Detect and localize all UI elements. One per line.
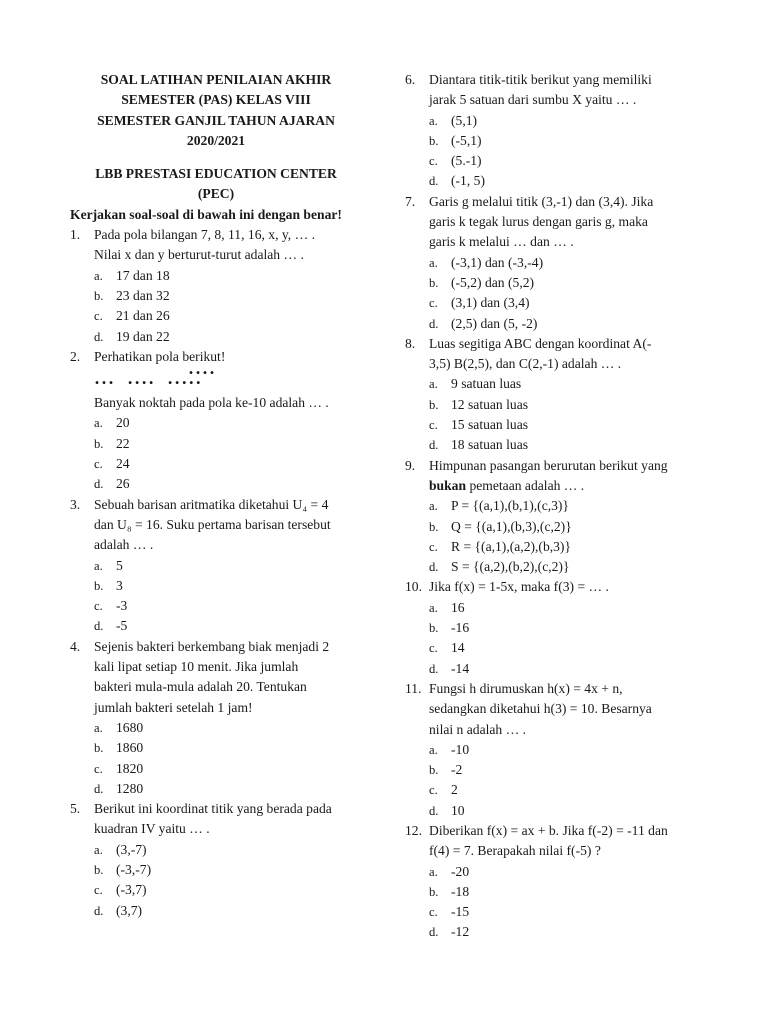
option: [405, 557, 697, 577]
option: [405, 374, 697, 394]
question-number: 3.: [70, 496, 81, 512]
option-letter: c.: [429, 154, 438, 169]
option-letter: b.: [429, 133, 439, 148]
option-text: 14: [451, 640, 465, 656]
option-text: 1860: [116, 740, 144, 756]
option: [70, 556, 362, 576]
question-1: [70, 225, 362, 266]
option: [70, 266, 362, 286]
option-letter: b.: [429, 275, 439, 290]
option-letter: d.: [94, 619, 104, 634]
option-letter: a.: [94, 558, 103, 573]
option: [405, 922, 697, 942]
question-text: Jika f(x) = 1-5x, maka f(3) = … .: [429, 579, 609, 595]
option-letter: c.: [94, 761, 103, 776]
question-text: Sejenis bakteri berkembang biak menjadi 2: [94, 638, 330, 654]
option-text: 18 satuan luas: [451, 437, 529, 453]
option-letter: d.: [429, 803, 439, 818]
question-text: Himpunan pasangan berurutan berikut yang: [429, 457, 668, 473]
option-text: (5.-1): [451, 153, 482, 169]
option: [70, 880, 362, 900]
exam-title: [70, 70, 362, 151]
option: [70, 616, 362, 636]
question-number: 12.: [405, 822, 422, 838]
option-letter: d.: [429, 438, 439, 453]
option-letter: a.: [429, 600, 438, 615]
option-letter: b.: [94, 436, 104, 451]
option: [70, 413, 362, 433]
option-text: (5,1): [451, 112, 478, 128]
option-letter: c.: [94, 599, 103, 614]
option-text: 2: [451, 782, 458, 798]
option-letter: d.: [429, 925, 439, 940]
option-text: 22: [116, 435, 130, 451]
option-text: (-3,1) dan (-3,-4): [451, 254, 544, 270]
dot-pattern-row: ∙∙∙: [94, 378, 116, 390]
option-letter: d.: [429, 661, 439, 676]
option-text: Q = {(a,1),(b,3),(c,2)}: [451, 518, 572, 534]
option-text: -15: [451, 904, 470, 920]
emphasis-word: bukan: [429, 477, 467, 493]
organization-name: [70, 164, 362, 205]
option-letter: b.: [429, 884, 439, 899]
org-line: (PEC): [197, 186, 235, 202]
option: [405, 618, 697, 638]
options-4: [70, 718, 362, 799]
option-text: -12: [451, 924, 470, 940]
option-letter: c.: [429, 539, 438, 554]
option-letter: c.: [94, 883, 103, 898]
title-line: SEMESTER (PAS) KELAS VIII: [121, 92, 311, 108]
option: [405, 801, 697, 821]
question-text: f(4) = 7. Berapakah nilai f(-5) ?: [429, 843, 601, 859]
option-letter: d.: [94, 477, 104, 492]
option: [405, 862, 697, 882]
question-number: 1.: [70, 227, 81, 243]
options-3: [70, 556, 362, 637]
option: [70, 596, 362, 616]
question-text: Pada pola bilangan 7, 8, 11, 16, x, y, … .: [94, 227, 315, 243]
option-letter: d.: [94, 903, 104, 918]
option-letter: d.: [94, 781, 104, 796]
option-text: -5: [116, 618, 128, 634]
option-letter: a.: [94, 842, 103, 857]
option-letter: c.: [429, 296, 438, 311]
question-2: [70, 347, 362, 414]
option-text: (3,1) dan (3,4): [451, 295, 530, 311]
question-number: 2.: [70, 348, 81, 364]
option: [405, 902, 697, 922]
option-letter: b.: [94, 578, 104, 593]
question-text: pemetaan adalah … .: [466, 477, 585, 493]
option: [70, 434, 362, 454]
option-letter: a.: [429, 113, 438, 128]
option-text: 3: [116, 577, 123, 593]
question-3: [70, 495, 362, 556]
option: [70, 901, 362, 921]
option-letter: a.: [429, 499, 438, 514]
option-text: 1280: [116, 780, 144, 796]
option: [70, 759, 362, 779]
option: [70, 454, 362, 474]
question-number: 6.: [405, 72, 416, 87]
option-letter: d.: [429, 316, 439, 331]
option: [405, 415, 697, 435]
option: [405, 517, 697, 537]
question-text: bakteri mula-mula adalah 20. Tentukan: [94, 679, 307, 695]
option: [405, 151, 697, 171]
question-9: [405, 456, 697, 497]
option-letter: b.: [429, 397, 439, 412]
dot-pattern: [94, 367, 362, 393]
option: [405, 598, 697, 618]
option-letter: a.: [429, 864, 438, 879]
question-number: 10.: [405, 579, 422, 595]
option-letter: c.: [429, 783, 438, 798]
question-text-line: [429, 476, 697, 496]
options-7: [405, 253, 697, 334]
option: [405, 395, 697, 415]
question-number: 5.: [70, 801, 81, 817]
dot-pattern-row: ∙∙∙∙: [188, 368, 217, 380]
question-text: adalah … .: [94, 537, 154, 553]
question-text: Fungsi h dirumuskan h(x) = 4x + n,: [429, 680, 623, 696]
question-6: [405, 70, 697, 111]
question-number: 9.: [405, 457, 416, 473]
option-letter: a.: [429, 742, 438, 757]
option-text: -14: [451, 660, 470, 676]
option: [70, 860, 362, 880]
question-text: Banyak noktah pada pola ke-10 adalah … .: [94, 395, 329, 411]
option: [405, 659, 697, 679]
option-letter: a.: [429, 377, 438, 392]
option-text: 16: [451, 599, 465, 615]
option-text: 1820: [116, 760, 144, 776]
option: [70, 286, 362, 306]
question-text: kali lipat setiap 10 menit. Jika jumlah: [94, 659, 299, 675]
option-text: R = {(a,1),(a,2),(b,3)}: [451, 538, 571, 554]
question-4: [70, 637, 362, 718]
option-text: 12 satuan luas: [451, 396, 529, 412]
option-letter: c.: [94, 457, 103, 472]
option-text: -16: [451, 620, 470, 636]
question-text: Perhatikan pola berikut!: [94, 348, 226, 364]
option-letter: c.: [429, 418, 438, 433]
question-text: Garis g melalui titik (3,-1) dan (3,4). Jika: [429, 193, 654, 209]
option-letter: a.: [429, 255, 438, 270]
option-text: (-5,2) dan (5,2): [451, 274, 535, 290]
question-text: Berikut ini koordinat titik yang berada pada: [94, 801, 332, 817]
options-8: [405, 374, 697, 455]
question-5: [70, 799, 362, 840]
options-9: [405, 496, 697, 577]
option-text: 19 dan 22: [116, 328, 170, 344]
question-10: [405, 577, 697, 597]
question-text: nilai n adalah … .: [429, 721, 527, 737]
option-text: 24: [116, 456, 130, 472]
option: [405, 111, 697, 131]
instruction-text: Kerjakan soal-soal di bawah ini dengan benar!: [70, 206, 342, 222]
options-1: [70, 266, 362, 347]
option: [405, 273, 697, 293]
option-text: -10: [451, 741, 470, 757]
option-letter: d.: [429, 560, 439, 575]
option-text: (-1, 5): [451, 173, 485, 189]
option-letter: c.: [429, 641, 438, 656]
option: [405, 435, 697, 455]
question-text: Diantara titik-titik berikut yang memiliki: [429, 72, 652, 87]
option: [405, 740, 697, 760]
question-text: 3,5) B(2,5), dan C(2,-1) adalah … .: [429, 356, 622, 372]
left-column: [70, 70, 362, 921]
question-text: Diberikan f(x) = ax + b. Jika f(-2) = -11 dan: [429, 822, 668, 838]
option-letter: c.: [94, 309, 103, 324]
option: [405, 496, 697, 516]
option-letter: c.: [429, 905, 438, 920]
option-text: 1680: [116, 719, 144, 735]
option-text: (2,5) dan (5, -2): [451, 315, 538, 331]
option-letter: b.: [94, 288, 104, 303]
option: [405, 760, 697, 780]
option: [405, 537, 697, 557]
question-number: 11.: [405, 680, 422, 696]
option-text: -3: [116, 598, 128, 614]
option-text: 15 satuan luas: [451, 417, 529, 433]
option-letter: a.: [94, 416, 103, 431]
option: [405, 293, 697, 313]
option-text: 10: [451, 802, 465, 818]
option-letter: d.: [94, 329, 104, 344]
option: [405, 131, 697, 151]
question-text: garis k tegak lurus dengan garis g, maka: [429, 214, 648, 230]
option-letter: a.: [94, 720, 103, 735]
question-text: garis k melalui … dan … .: [429, 234, 574, 250]
option-letter: b.: [429, 763, 439, 778]
question-text: kuadran IV yaitu … .: [94, 821, 210, 837]
question-text: Luas segitiga ABC dengan koordinat A(-: [429, 335, 652, 351]
question-text: dan U₈ = 16. Suku pertama barisan tersebut: [94, 516, 331, 532]
question-11: [405, 679, 697, 740]
title-line: SEMESTER GANJIL TAHUN AJARAN: [97, 112, 335, 128]
question-text: sedangkan diketahui h(3) = 10. Besarnya: [429, 701, 652, 717]
option: [405, 171, 697, 191]
option-text: 20: [116, 415, 130, 431]
question-text: Nilai x dan y berturut-turut adalah … .: [94, 247, 304, 263]
options-6: [405, 111, 697, 192]
option-letter: b.: [429, 519, 439, 534]
option-text: (3,-7): [116, 841, 147, 857]
options-5: [70, 840, 362, 921]
option: [405, 882, 697, 902]
option-text: (-3,-7): [116, 861, 152, 877]
option-text: (-5,1): [451, 132, 482, 148]
question-text: Sebuah barisan aritmatika diketahui U₄ = 4: [94, 496, 329, 512]
option: [70, 306, 362, 326]
option: [405, 253, 697, 273]
options-10: [405, 598, 697, 679]
option-text: 26: [116, 476, 130, 492]
option-text: S = {(a,2),(b,2),(c,2)}: [451, 559, 570, 575]
question-8: [405, 334, 697, 375]
option-letter: b.: [429, 621, 439, 636]
option: [405, 638, 697, 658]
option: [70, 576, 362, 596]
option-text: 21 dan 26: [116, 308, 170, 324]
option: [70, 738, 362, 758]
option: [70, 327, 362, 347]
option-text: 5: [116, 557, 123, 573]
option: [405, 780, 697, 800]
options-12: [405, 862, 697, 943]
option-text: P = {(a,1),(b,1),(c,3)}: [451, 498, 569, 514]
question-text: jumlah bakteri setelah 1 jam!: [94, 699, 253, 715]
right-column: [405, 70, 697, 943]
option-text: -20: [451, 863, 470, 879]
dot-pattern-row: ∙∙∙∙∙: [167, 378, 203, 390]
option-letter: d.: [429, 174, 439, 189]
org-line: LBB PRESTASI EDUCATION CENTER: [95, 166, 337, 182]
question-number: 7.: [405, 193, 416, 209]
title-line: SOAL LATIHAN PENILAIAN AKHIR: [100, 72, 332, 87]
option-text: 9 satuan luas: [451, 376, 522, 392]
option-letter: b.: [94, 862, 104, 877]
option: [405, 314, 697, 334]
option-letter: a.: [94, 268, 103, 283]
options-2: [70, 413, 362, 494]
options-11: [405, 740, 697, 821]
question-12: [405, 821, 697, 862]
option-text: -2: [451, 762, 463, 778]
question-text: jarak 5 satuan dari sumbu X yaitu … .: [429, 92, 637, 108]
option-text: (-3,7): [116, 882, 147, 898]
question-number: 4.: [70, 638, 81, 654]
option-letter: b.: [94, 741, 104, 756]
option: [70, 840, 362, 860]
question-7: [405, 192, 697, 253]
option: [70, 474, 362, 494]
option: [70, 718, 362, 738]
option-text: 23 dan 32: [116, 287, 170, 303]
title-line: 2020/2021: [186, 132, 246, 148]
question-number: 8.: [405, 335, 416, 351]
option-text: (3,7): [116, 902, 143, 918]
option-text: -18: [451, 883, 470, 899]
option-text: 17 dan 18: [116, 267, 170, 283]
dot-pattern-row: ∙∙∙∙: [127, 378, 156, 390]
option: [70, 779, 362, 799]
